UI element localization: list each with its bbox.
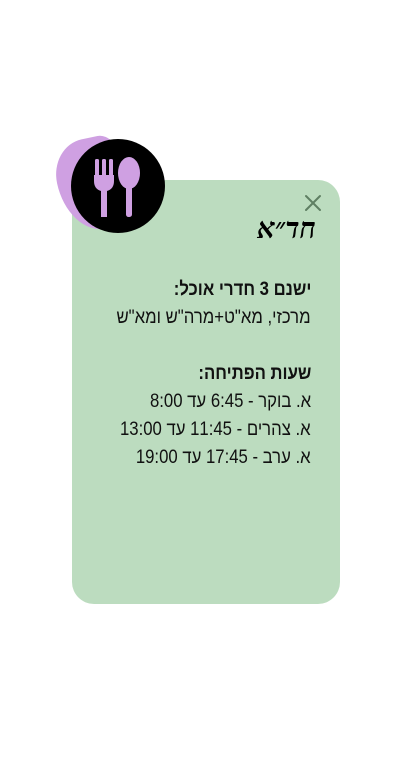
- dining-rooms-heading: ישנם 3 חדרי אוכל:: [173, 279, 311, 300]
- hours-dinner: א. ערב - 17:45 עד 19:00: [136, 447, 311, 468]
- popup-title: חד״א: [257, 211, 316, 245]
- dining-rooms-locations: מרכזי, מא"ט+מרה"ש ומא"ש: [116, 307, 311, 328]
- hours-heading: שעות הפתיחה:: [198, 363, 311, 384]
- fork-spoon-icon: [83, 151, 153, 221]
- hours-breakfast: א. בוקר - 6:45 עד 8:00: [149, 391, 311, 412]
- hours-lunch: א. צהרים - 11:45 עד 13:00: [120, 419, 311, 440]
- dining-badge: [71, 139, 165, 233]
